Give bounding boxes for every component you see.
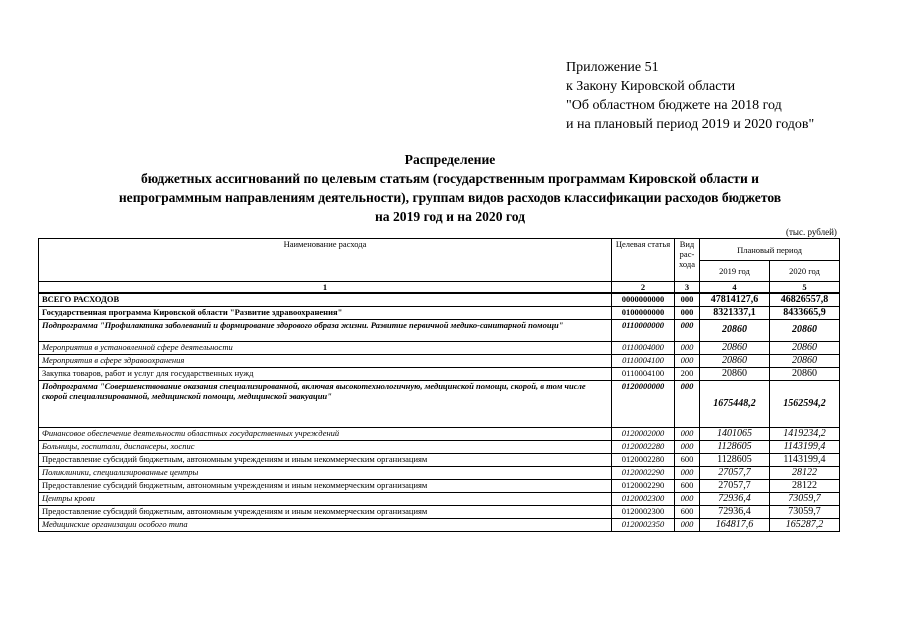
row-code: 0120002350 — [612, 518, 675, 531]
row-code: 0120002290 — [612, 479, 675, 492]
row-value-2020: 1143199,4 — [770, 440, 840, 453]
table-row — [39, 367, 840, 380]
row-value-2019: 20860 — [700, 354, 770, 367]
table-row — [39, 354, 840, 367]
row-value-2019: 1675448,2 — [700, 380, 770, 427]
row-code: 0110004000 — [612, 341, 675, 354]
row-name: Подпрограмма "Профилактика заболеваний и формирование здорового образа жизни. Развитие первичной медико-санитарной помощи" — [39, 319, 612, 341]
title-line: бюджетных ассигнований по целевым статьям (государственным программам Кировской области и — [140, 171, 760, 186]
row-vid: 000 — [675, 380, 700, 427]
row-name: Поликлиники, специализированные центры — [39, 466, 612, 479]
row-value-2019: 47814127,6 — [700, 293, 770, 306]
row-name: Подпрограмма "Совершенствование оказания специализированной, включая высокотехнологичную, медицинской помощи, скорой, в том числе скорой специализированной, медицинской помощи, медицинской эвакуации" — [39, 380, 612, 427]
row-value-2020: 73059,7 — [770, 492, 840, 505]
col-number: 3 — [675, 282, 700, 294]
row-value-2019: 8321337,1 — [700, 306, 770, 319]
row-value-2020: 8433665,9 — [770, 306, 840, 319]
row-name: Предоставление субсидий бюджетным, автономным учреждениям и иным некоммерческим организациям — [39, 479, 612, 492]
appendix-line: Приложение 51 — [566, 60, 659, 75]
row-value-2019: 1128605 — [700, 453, 770, 466]
row-vid: 000 — [675, 427, 700, 440]
row-code: 0110004100 — [612, 367, 675, 380]
appendix-line: к Закону Кировской области — [566, 79, 736, 94]
row-name: Предоставление субсидий бюджетным, автономным учреждениям и иным некоммерческим организациям — [39, 453, 612, 466]
row-name: Предоставление субсидий бюджетным, автономным учреждениям и иным некоммерческим организациям — [39, 505, 612, 518]
row-code: 0000000000 — [612, 293, 675, 306]
row-code: 0120002300 — [612, 492, 675, 505]
table-row — [39, 479, 840, 492]
row-name: Мероприятия в установленной сфере деятельности — [39, 341, 612, 354]
table-row — [39, 319, 840, 341]
header-code: Целевая статья — [612, 239, 675, 282]
row-vid: 000 — [675, 293, 700, 306]
table-row — [39, 341, 840, 354]
row-code: 0120002300 — [612, 505, 675, 518]
row-name: Центры крови — [39, 492, 612, 505]
appendix-line: "Об областном бюджете на 2018 год — [566, 98, 782, 113]
row-vid: 000 — [675, 492, 700, 505]
row-value-2019: 72936,4 — [700, 505, 770, 518]
header-vid: Вид рас-хода — [675, 239, 700, 282]
row-value-2019: 20860 — [700, 319, 770, 341]
row-vid: 000 — [675, 518, 700, 531]
table-row — [39, 306, 840, 319]
row-vid: 200 — [675, 367, 700, 380]
appendix-note — [566, 58, 814, 134]
row-code: 0120002290 — [612, 466, 675, 479]
row-value-2020: 28122 — [770, 479, 840, 492]
row-vid: 000 — [675, 341, 700, 354]
row-value-2020: 1419234,2 — [770, 427, 840, 440]
col-number: 1 — [39, 282, 612, 294]
row-vid: 600 — [675, 453, 700, 466]
table-row — [39, 440, 840, 453]
header-2019: 2019 год — [700, 261, 770, 282]
table-row — [39, 453, 840, 466]
row-vid: 000 — [675, 354, 700, 367]
units-label: (тыс. рублей) — [786, 227, 837, 237]
row-code: 0120002000 — [612, 427, 675, 440]
row-name: Больницы, госпитали, диспансеры, хоспис — [39, 440, 612, 453]
title-line: непрограммным направлениям деятельности), группам видов расходов классификации расходов бюджетов — [118, 190, 782, 205]
row-name: Мероприятия в сфере здравоохранения — [39, 354, 612, 367]
row-code: 0110000000 — [612, 319, 675, 341]
table-row — [39, 427, 840, 440]
budget-table — [38, 238, 840, 532]
row-name: ВСЕГО РАСХОДОВ — [39, 293, 612, 306]
row-value-2019: 27057,7 — [700, 466, 770, 479]
row-code: 0120002280 — [612, 453, 675, 466]
row-value-2019: 27057,7 — [700, 479, 770, 492]
row-value-2019: 1401065 — [700, 427, 770, 440]
table-row — [39, 380, 840, 427]
appendix-line: и на плановый период 2019 и 2020 годов" — [566, 117, 815, 132]
row-name: Финансовое обеспечение деятельности областных государственных учреждений — [39, 427, 612, 440]
table-row — [39, 293, 840, 306]
table-row — [39, 505, 840, 518]
row-value-2019: 20860 — [700, 341, 770, 354]
row-name: Закупка товаров, работ и услуг для государственных нужд — [39, 367, 612, 380]
row-value-2020: 20860 — [770, 354, 840, 367]
row-value-2020: 165287,2 — [770, 518, 840, 531]
row-code: 0120000000 — [612, 380, 675, 427]
row-value-2020: 46826557,8 — [770, 293, 840, 306]
col-number: 5 — [770, 282, 840, 294]
row-value-2020: 20860 — [770, 341, 840, 354]
row-code: 0110004100 — [612, 354, 675, 367]
header-name: Наименование расхода — [39, 239, 612, 282]
header-2020: 2020 год — [770, 261, 840, 282]
row-vid: 000 — [675, 466, 700, 479]
row-value-2019: 164817,6 — [700, 518, 770, 531]
table-row — [39, 518, 840, 531]
row-value-2019: 72936,4 — [700, 492, 770, 505]
row-vid: 000 — [675, 440, 700, 453]
row-vid: 000 — [675, 306, 700, 319]
document-title — [40, 150, 860, 226]
row-code: 0120002280 — [612, 440, 675, 453]
row-value-2020: 73059,7 — [770, 505, 840, 518]
table-row — [39, 492, 840, 505]
header-period: Плановый период — [700, 239, 840, 261]
row-value-2020: 1562594,2 — [770, 380, 840, 427]
row-value-2019: 20860 — [700, 367, 770, 380]
row-name: Медицинские организации особого типа — [39, 518, 612, 531]
col-number: 2 — [612, 282, 675, 294]
row-name: Государственная программа Кировской области "Развитие здравоохранения" — [39, 306, 612, 319]
title-line: на 2019 год и на 2020 год — [374, 209, 526, 224]
row-value-2020: 28122 — [770, 466, 840, 479]
row-value-2020: 20860 — [770, 319, 840, 341]
row-value-2019: 1128605 — [700, 440, 770, 453]
row-vid: 600 — [675, 479, 700, 492]
row-value-2020: 20860 — [770, 367, 840, 380]
col-number: 4 — [700, 282, 770, 294]
row-vid: 000 — [675, 319, 700, 341]
title-heading: Распределение — [404, 152, 496, 167]
row-value-2020: 1143199,4 — [770, 453, 840, 466]
row-code: 0100000000 — [612, 306, 675, 319]
table-row — [39, 466, 840, 479]
row-vid: 600 — [675, 505, 700, 518]
